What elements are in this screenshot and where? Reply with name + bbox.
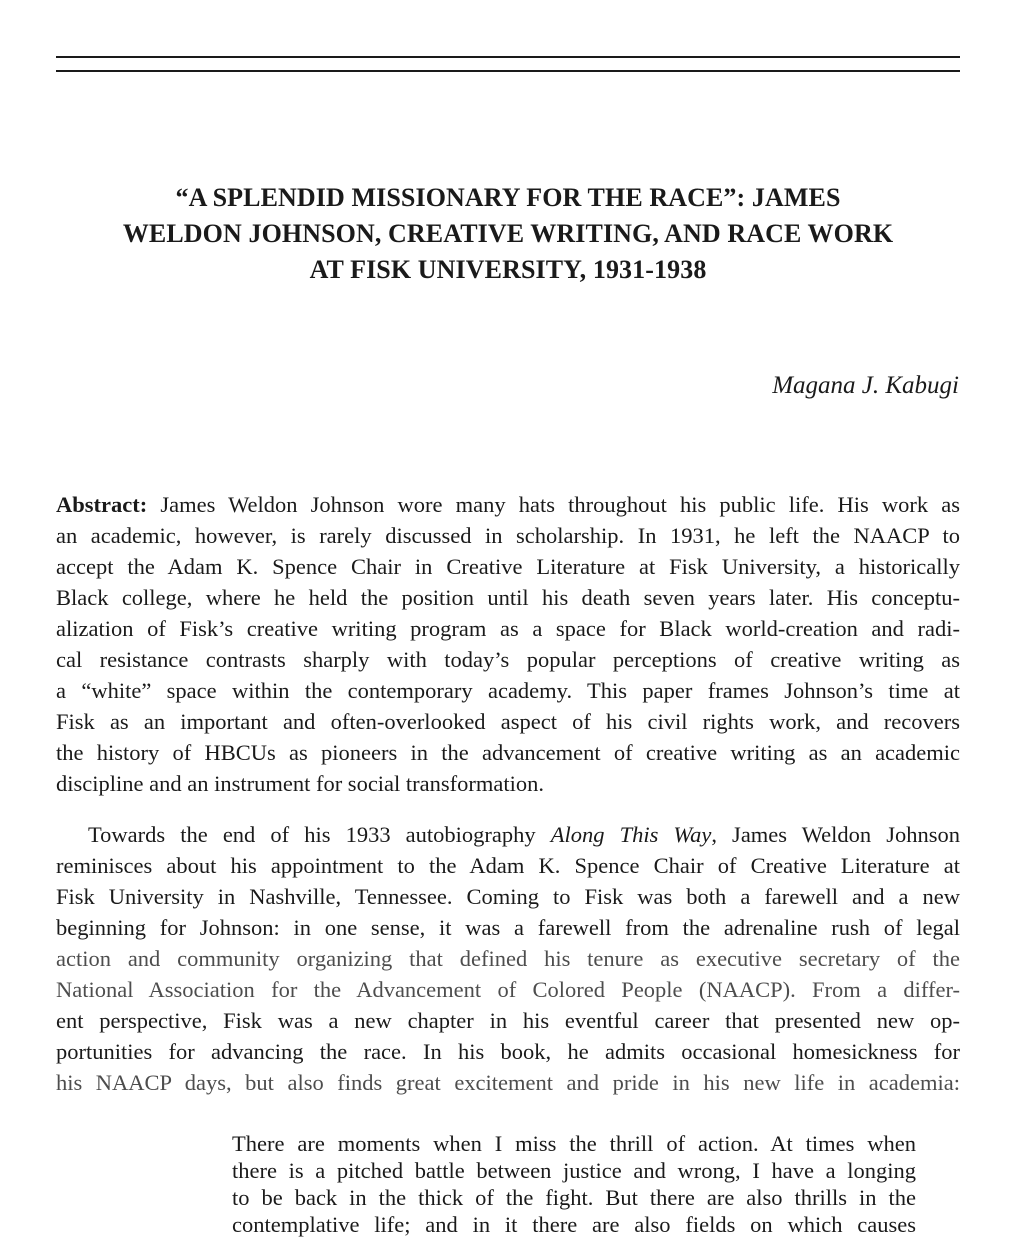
- abstract-line: Black college, where he held the position until his death seven years later. His conceptu-: [56, 585, 960, 610]
- header-rule-top: [56, 56, 960, 58]
- book-title: Along This Way: [550, 822, 712, 847]
- abstract-line: an academic, however, is rarely discussed in scholarship. In 1931, he left the NAACP to: [56, 523, 960, 548]
- header-rule-bottom: [56, 70, 960, 72]
- abstract-line: accept the Adam K. Spence Chair in Creative Literature at Fisk University, a historically: [56, 554, 960, 579]
- abstract-line: [56, 490, 960, 520]
- body-line: [88, 820, 960, 850]
- abstract-label: Abstract:: [56, 492, 148, 517]
- body-line: [56, 913, 960, 943]
- article-title-line-2: WELDON JOHNSON, CREATIVE WRITING, AND RACE WORK: [122, 219, 894, 248]
- body-line: [56, 944, 960, 974]
- body-text: beginning for Johnson: in one sense, it was a farewell from the adrenaline rush of legal: [56, 915, 960, 940]
- article-author: Magana J. Kabugi: [772, 372, 959, 399]
- abstract-line: alization of Fisk’s creative writing program as a space for Black world-creation and radi-: [56, 616, 960, 641]
- article-title-line-3: AT FISK UNIVERSITY, 1931-1938: [309, 255, 707, 284]
- article-title-line-1: “A SPLENDID MISSIONARY FOR THE RACE”: JAMES: [175, 183, 841, 212]
- body-text: portunities for advancing the race. In his book, he admits occasional homesickness for: [56, 1039, 960, 1064]
- body-text: ent perspective, Fisk was a new chapter in his eventful career that presented new op-: [56, 1008, 960, 1033]
- abstract-line: cal resistance contrasts sharply with today’s popular perceptions of creative writing as: [56, 647, 960, 672]
- abstract-line: a “white” space within the contemporary academy. This paper frames Johnson’s time at: [56, 678, 960, 703]
- body-line: [56, 882, 960, 912]
- body-line: [56, 851, 960, 881]
- quote-line: contemplative life; and in it there are also fields on which causes: [232, 1212, 916, 1237]
- quote-line: to be back in the thick of the fight. But there are also thrills in the: [232, 1185, 916, 1210]
- abstract-line-text: James Weldon Johnson wore many hats throughout his public life. His work as: [160, 492, 960, 517]
- body-line: [56, 1068, 960, 1098]
- body-line: [56, 1037, 960, 1067]
- quote-line: There are moments when I miss the thrill of action. At times when: [232, 1131, 916, 1156]
- body-text: reminisces about his appointment to the Adam K. Spence Chair of Creative Literature at: [56, 853, 960, 878]
- abstract-line: Fisk as an important and often-overlooked aspect of his civil rights work, and recovers: [56, 709, 960, 734]
- body-text: Fisk University in Nashville, Tennessee. Coming to Fisk was both a farewell and a new: [56, 884, 960, 909]
- body-text: action and community organizing that defined his tenure as executive secretary of the: [56, 946, 960, 971]
- body-text: , James Weldon Johnson: [711, 822, 960, 847]
- body-text: his NAACP days, but also finds great excitement and pride in his new life in academia:: [56, 1070, 960, 1095]
- body-text: Towards the end of his 1933 autobiography: [88, 822, 551, 847]
- abstract-line: discipline and an instrument for social transformation.: [56, 771, 545, 796]
- quote-line: there is a pitched battle between justice and wrong, I have a longing: [232, 1158, 916, 1183]
- abstract-line: the history of HBCUs as pioneers in the advancement of creative writing as an academic: [56, 740, 960, 765]
- body-text: National Association for the Advancement of Colored People (NAACP). From a differ-: [56, 977, 960, 1002]
- body-line: [56, 1006, 960, 1036]
- body-line: [56, 975, 960, 1005]
